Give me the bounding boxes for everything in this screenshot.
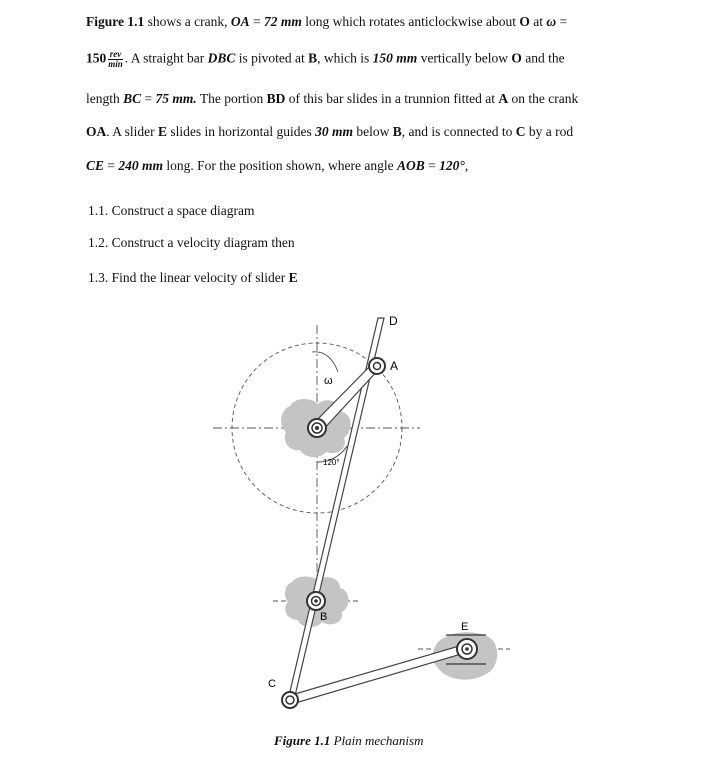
text: =	[141, 91, 156, 106]
point-oa: OA	[86, 124, 107, 139]
math-240mm: 240 mm	[118, 158, 164, 173]
label-e: E	[461, 621, 469, 633]
text: length	[86, 91, 124, 106]
task-item-2: 1.2. Construct a velocity diagram then	[88, 235, 295, 250]
label-omega: ω	[324, 375, 333, 387]
text: . A slider	[106, 124, 159, 139]
text: and the	[521, 50, 565, 66]
text: The portion	[196, 91, 267, 106]
point-b: B	[308, 50, 318, 66]
text: =	[249, 14, 264, 29]
math-30mm: 30 mm	[315, 124, 354, 139]
point-o: O	[519, 14, 530, 29]
text: long. For the position shown, where angle	[163, 158, 398, 173]
text: =	[556, 14, 568, 29]
point-e: E	[158, 124, 168, 139]
point-a: A	[498, 91, 509, 106]
caption-figure-ref: Figure 1.1	[274, 733, 331, 748]
task-3-text: 1.3. Find the linear velocity of slider	[88, 270, 289, 285]
label-a: A	[390, 359, 399, 373]
math-ce: CE	[86, 158, 105, 173]
text: ,	[464, 158, 469, 173]
text: slides in horizontal guides	[167, 124, 316, 139]
text: , which is	[317, 50, 373, 66]
text: is pivoted at	[235, 50, 309, 66]
caption-title: Plain mechanism	[330, 733, 424, 748]
point-c: C	[515, 124, 526, 139]
rod-ce	[288, 644, 468, 704]
math-aob: AOB	[397, 158, 425, 173]
trunnion-a	[369, 358, 385, 374]
math-dbc: DBC	[207, 50, 236, 66]
pivot-o	[308, 419, 326, 437]
math-bc: BC	[123, 91, 142, 106]
text: , and is connected to	[401, 124, 516, 139]
text: of this bar slides in a trunnion fitted at	[285, 91, 499, 106]
point-b: B	[392, 124, 402, 139]
label-d: D	[389, 314, 398, 328]
point-o: O	[511, 50, 522, 66]
text: =	[104, 158, 119, 173]
math-150: 150	[86, 50, 107, 66]
math-120deg: 120°	[439, 158, 465, 173]
math-72mm: 72 mm	[264, 14, 302, 29]
fraction-numerator: rev	[109, 49, 122, 59]
text: by a rod	[525, 124, 574, 139]
text: long which rotates anticlockwise about	[301, 14, 520, 29]
text: below	[353, 124, 393, 139]
text: shows a crank,	[144, 14, 231, 29]
joint-c	[282, 692, 298, 708]
text: . A straight bar	[124, 50, 208, 66]
label-c: C	[268, 678, 276, 690]
slider-e	[457, 639, 477, 659]
figure-caption	[274, 733, 424, 749]
math-150mm: 150 mm	[372, 50, 418, 66]
math-omega: ω	[546, 14, 557, 29]
omega-arrow-arc	[312, 352, 338, 372]
math-oa: OA	[230, 14, 250, 29]
task-item-1: 1.1. Construct a space diagram	[88, 203, 255, 218]
figure-ref: Figure 1.1	[86, 14, 145, 29]
text: at	[529, 14, 547, 29]
text: vertically below	[417, 50, 512, 66]
fraction-denominator: min	[108, 59, 123, 69]
label-angle-120: 120°	[323, 458, 340, 467]
text: =	[424, 158, 440, 173]
label-b: B	[320, 611, 328, 623]
pivot-b	[307, 592, 325, 610]
task-3-slider-e: E	[288, 270, 298, 285]
text: on the crank	[508, 91, 579, 106]
math-75mm: 75 mm.	[155, 91, 197, 106]
point-bd: BD	[266, 91, 286, 106]
